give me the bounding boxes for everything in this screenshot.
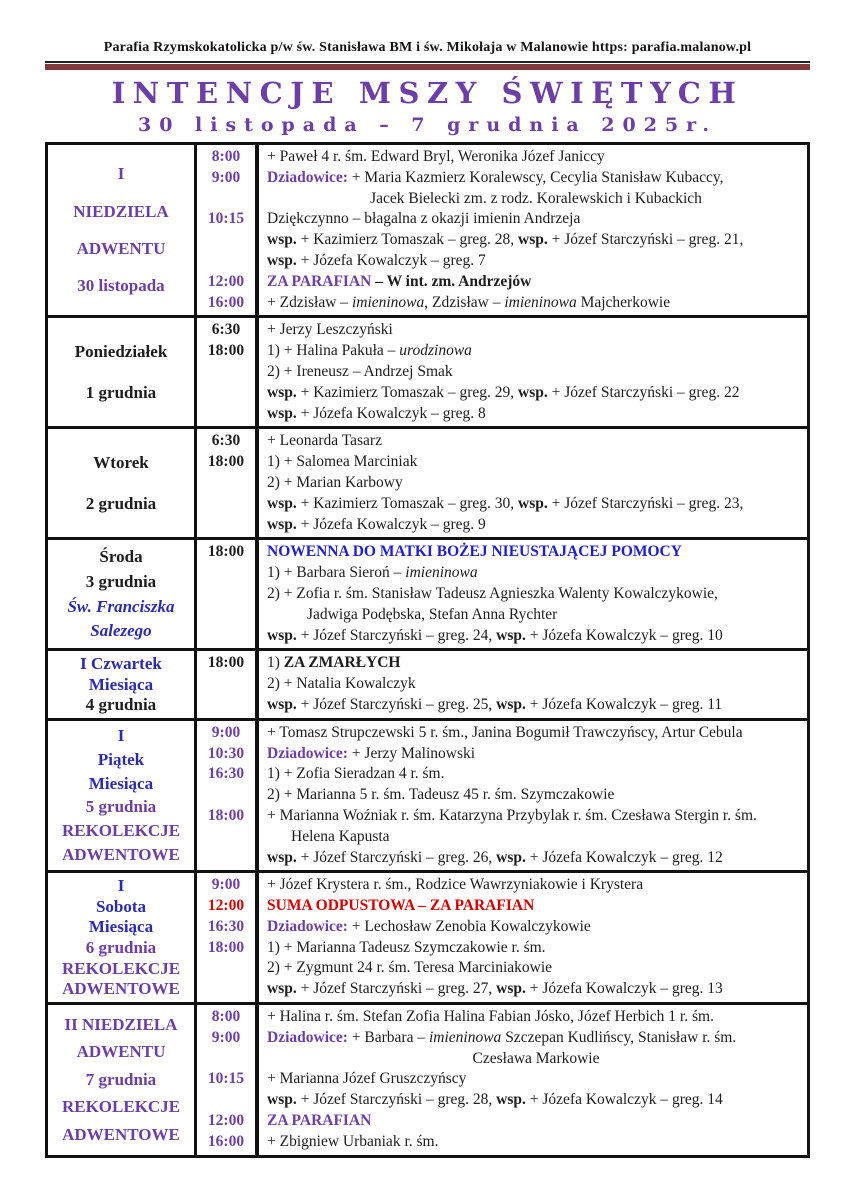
day-label-line: ADWENTOWE [62,979,180,999]
day-label-line: Miesiąca [88,773,154,793]
text-segment: + Józefa Kowalczyk – greg. 11 [525,695,723,713]
schedule-row [48,426,807,537]
intention-line [267,875,805,896]
text-segment: + Zdzisław – [267,293,352,311]
day-label-line: Św. Franciszka [67,596,175,616]
text-segment: + Józef Starczyński – greg. 27, [296,980,497,998]
text-segment: urodzinowa [399,342,472,360]
time-label: 16:30 [207,765,245,783]
text-segment: Majcherkowie [576,293,671,311]
text-segment: + Halina r. śm. Stefan Zofia Halina Fabian Jósko, Józef Herbich 1 r. śm. [267,1008,714,1026]
text-segment: 2) + Natalia Kowalczyk [267,675,416,693]
text-segment: + Barbara – [351,1028,429,1046]
day-label-line: II NIEDZIELA [64,1014,178,1034]
time-cell [197,145,259,315]
day-label-line: Miesiąca [88,674,154,694]
intention-line [267,764,805,785]
intention-line [267,431,805,452]
time-label: 10:30 [207,744,245,762]
text-segment: + Marianna Woźniak r. śm. Katarzyna Przybylak r. śm. Czesława Stergin r. śm. [267,806,757,824]
intention-line [267,272,805,293]
text-segment: 1) + Halina Pakuła – [267,342,400,360]
text-segment: wsp. [267,251,297,269]
date-range: 30 listopada – 7 grudnia 2025r. [138,114,717,136]
time-spacer [197,189,255,210]
day-label-line: Salezego [90,621,152,641]
intention-line [267,1132,805,1153]
text-segment: Dziadowice: [267,917,352,935]
text-segment: + Józef Starczyński – greg. 26, [296,848,497,866]
intention-line [267,1007,805,1028]
text-segment: 1) + Salomea Marciniak [267,453,418,471]
text-segment: wsp. [496,626,526,644]
text-segment: + Józefa Kowalczyk – greg. 9 [296,515,486,533]
time-label: 10:15 [207,1070,245,1088]
text-segment: + Lechosław Zenobia Kowalczykowie [351,917,591,935]
day-label-line: I [117,164,125,184]
day-label-line: ADWENTOWE [62,844,180,864]
intention-line [267,584,805,605]
time-spacer [197,1090,255,1111]
day-label-line: 4 grudnia [85,695,157,715]
intention-line [267,695,805,716]
text-segment: wsp. [267,695,297,713]
day-label-line: 1 grudnia [85,383,157,403]
day-cell [48,1005,197,1155]
text-segment: + Józef Starczyński – greg. 24, [296,626,497,644]
text-segment: + Józef Starczyński – greg. 25, [296,695,497,713]
time-spacer [197,494,255,515]
day-label-line: REKOLEKCJE [61,820,181,840]
time-spacer [197,785,255,806]
intention-line [267,341,805,362]
time-cell [197,540,259,648]
intentions-cell [259,873,807,1002]
text-segment: wsp. [267,515,297,533]
time-label: 10:15 [207,210,245,228]
intention-line [267,452,805,473]
text-segment: 2) + Zygmunt 24 r. śm. Teresa Marciniakowie [267,959,553,977]
text-segment: + Jerzy Leszczyński [267,321,393,339]
text-segment: wsp. [518,383,548,401]
time-spacer [197,473,255,494]
text-segment: + Józefa Kowalczyk – greg. 10 [525,626,723,644]
text-segment: wsp. [267,494,297,512]
schedule-row [48,870,807,1002]
day-cell [48,540,197,648]
text-segment: + Józef Starczyński – greg. 28, [296,1091,497,1109]
intention-line [267,542,805,563]
text-segment: imieninowa [405,564,478,582]
text-segment: wsp. [267,848,297,866]
day-label-line: Środa [99,547,143,567]
text-segment: + Józef Krystera r. śm., Rodzice Wawrzyniakowie i Krystera [267,876,644,894]
day-label-line: 3 grudnia [85,571,157,591]
text-segment: + Józefa Kowalczyk – greg. 13 [525,980,723,998]
mass-schedule-table [45,142,810,1158]
time-label: 9:00 [211,168,241,186]
intention-line [267,723,805,744]
time-spacer [197,674,255,695]
intention-line [267,674,805,695]
text-segment: 1) [267,654,284,672]
day-cell [48,651,197,717]
time-label: 16:00 [207,1132,245,1150]
intention-line [267,362,805,383]
intention-line [267,320,805,341]
text-segment: + Marianna Józef Gruszczyńscy [267,1070,467,1088]
text-segment: + Tomasz Strupczewski 5 r. śm., Janina Bogumił Trawczyńscy, Artur Cebula [267,723,743,741]
intention-line [267,230,805,251]
text-segment: ZA ZMARŁYCH [283,654,401,672]
intention-line [267,785,805,806]
time-spacer [197,362,255,383]
intention-line [267,189,805,210]
time-label: 12:00 [207,1112,245,1130]
time-spacer [197,827,255,848]
day-label-line: REKOLEKCJE [61,958,181,978]
time-label: 16:30 [207,917,245,935]
intention-line [267,917,805,938]
day-cell [48,318,197,426]
text-segment: Dziadowice: [267,168,352,186]
day-label-line: 6 grudnia [85,938,157,957]
day-label-line: Poniedziałek [74,341,168,361]
intention-line [267,827,805,848]
time-spacer [197,958,255,979]
time-spacer [197,626,255,647]
intention-line [267,653,805,674]
intention-line [267,1028,805,1049]
intention-line [267,147,805,168]
intention-line [267,404,805,425]
time-label: 6:30 [211,432,241,450]
intention-line [267,1069,805,1090]
intention-line [267,251,805,272]
time-label: 8:00 [211,148,241,165]
text-segment: Czesława Markowie [472,1049,600,1067]
day-label-line: Sobota [95,896,147,916]
intentions-cell [259,318,807,426]
text-segment: + Józef Starczyński – greg. 23, [547,494,744,512]
text-segment: wsp. [496,1091,526,1109]
time-label: 18:00 [207,453,245,471]
time-label: 12:00 [207,272,245,290]
time-spacer [197,383,255,404]
time-spacer [197,979,255,1000]
text-segment: – W int. zm. Andrzejów [371,272,532,290]
intention-line [267,806,805,827]
time-spacer [197,515,255,536]
intention-line [267,168,805,189]
parish-name-header: Parafia Rzymskokatolicka p/w św. Stanisława BM i św. Mikołaja w Malanowie https: parafia.malanow.pl [103,40,752,55]
time-spacer [197,563,255,584]
schedule-row [48,537,807,648]
text-segment: + Kazimierz Tomaszak – greg. 28, [296,231,519,249]
text-segment: + Józefa Kowalczyk – greg. 7 [296,251,486,269]
text-segment: imieninowa [504,293,577,311]
divider-maroon-band [45,64,810,70]
text-segment: Jacek Bielecki zm. z rodz. Koralewskich i Kubackich [370,189,702,207]
text-segment: NOWENNA DO MATKI BOŻEJ NIEUSTAJĄCEJ POMOCY [267,543,682,561]
intention-line [267,494,805,515]
time-cell [197,1005,259,1155]
text-segment: SUMA ODPUSTOWA – ZA PARAFIAN [267,897,535,915]
text-segment: + Leonarda Tasarz [267,432,382,450]
day-label-line: NIEDZIELA [73,201,169,221]
day-cell [48,721,197,871]
text-segment: Dziadowice: [267,744,352,762]
time-label: 9:00 [211,1028,241,1046]
page-title: INTENCJE MSZY ŚWIĘTYCH [111,76,744,110]
time-spacer [197,1049,255,1070]
schedule-row [48,315,807,426]
text-segment: + Józefa Kowalczyk – greg. 12 [525,848,723,866]
divider-thin-line [45,61,810,63]
intention-line [267,896,805,917]
day-cell [48,145,197,315]
text-segment: + Kazimierz Tomaszak – greg. 30, [296,494,519,512]
day-label-line: Piątek [97,749,145,769]
intention-line [267,848,805,869]
text-segment: + Józefa Kowalczyk – greg. 14 [525,1091,723,1109]
intention-line [267,473,805,494]
intentions-cell [259,721,807,871]
time-cell [197,721,259,871]
text-segment: + Maria Kazmierz Koralewscy, Cecylia Stanisław Kubaccy, [351,168,724,186]
schedule-row [48,145,807,315]
text-segment: Dziadowice: [267,1028,352,1046]
time-cell [197,873,259,1002]
time-label: 18:00 [207,543,245,561]
text-segment: Dziękczynno – błagalna z okazji imienin Andrzeja [267,210,581,228]
text-segment: + Józef Starczyński – greg. 22 [547,383,740,401]
text-segment: wsp. [267,383,297,401]
intention-line [267,1090,805,1111]
time-spacer [197,404,255,425]
time-spacer [197,848,255,869]
text-segment: + Józefa Kowalczyk – greg. 8 [296,404,486,422]
text-segment: wsp. [267,980,297,998]
time-cell [197,429,259,537]
text-segment: 2) + Zofia r. śm. Stanisław Tadeusz Agnieszka Walenty Kowalczykowie, [267,584,718,602]
text-segment: Helena Kapusta [291,827,390,845]
time-label: 18:00 [207,342,245,360]
intention-line [267,209,805,230]
day-label-line: I [117,726,125,746]
text-segment: 2) + Marian Karbowy [267,473,403,491]
day-label-line: 7 grudnia [85,1069,157,1089]
header-divider [45,61,810,70]
day-label-line: ADWENTOWE [62,1125,180,1144]
day-label-line: ADWENTU [76,1042,166,1062]
intention-line [267,605,805,626]
intentions-cell [259,145,807,315]
intention-line [267,626,805,647]
time-cell [197,651,259,717]
schedule-row [48,718,807,871]
text-segment: wsp. [267,1091,297,1109]
text-segment: + Jerzy Malinowski [351,744,476,762]
time-spacer [197,695,255,716]
intentions-cell [259,651,807,717]
text-segment: + Zbigniew Urbaniak r. śm. [267,1132,439,1150]
intention-line [267,1111,805,1132]
intention-line [267,958,805,979]
time-label: 6:30 [211,321,241,339]
time-label: 18:00 [207,654,245,672]
time-label: 8:00 [211,1008,241,1026]
text-segment: imieninowa [428,1028,502,1046]
text-segment: wsp. [496,848,526,866]
intention-line [267,383,805,404]
day-label-line: 30 listopada [77,276,165,296]
text-segment: wsp. [518,494,548,512]
day-label-line: Miesiąca [88,917,154,937]
day-cell [48,873,197,1002]
intention-line [267,979,805,1000]
time-label: 9:00 [211,723,241,741]
time-spacer [197,251,255,272]
intention-line [267,744,805,765]
time-spacer [197,230,255,251]
day-cell [48,429,197,537]
intentions-cell [259,540,807,648]
time-label: 18:00 [207,806,245,824]
schedule-row [48,648,807,717]
text-segment: Szczepan Kudlińscy, Stanisław r. śm. [501,1028,737,1046]
time-spacer [197,584,255,605]
time-spacer [197,605,255,626]
day-label-line: Wtorek [93,452,149,472]
text-segment: wsp. [267,626,297,644]
text-segment: wsp. [267,404,297,422]
time-label: 16:00 [207,293,245,311]
intention-line [267,1049,805,1070]
intention-line [267,515,805,536]
text-segment: 1) + Marianna Tadeusz Szymczakowie r. śm. [267,938,546,956]
text-segment: 1) + Barbara Sieroń – [267,564,406,582]
text-segment: 2) + Ireneusz – Andrzej Smak [267,362,453,380]
intentions-cell [259,1005,807,1155]
text-segment: + Kazimierz Tomaszak – greg. 29, [296,383,519,401]
text-segment: ZA PARAFIAN [267,1112,372,1130]
time-label: 12:00 [207,897,245,915]
text-segment: wsp. [496,695,526,713]
day-label-line: 5 grudnia [85,797,157,817]
text-segment: + Józef Starczyński – greg. 21, [547,231,744,249]
day-label-line: REKOLEKCJE [61,1097,181,1117]
text-segment: wsp. [267,231,297,249]
time-label: 9:00 [211,876,241,894]
time-label: 18:00 [207,938,245,956]
day-label-line: I Czwartek [80,653,162,673]
text-segment: ZA PARAFIAN [267,272,372,290]
schedule-row [48,1002,807,1155]
intention-line [267,293,805,314]
text-segment: imieninowa [351,293,425,311]
text-segment: wsp. [496,980,526,998]
day-label-line: I [117,875,125,895]
intentions-cell [259,429,807,537]
day-label-line: 2 grudnia [85,494,157,513]
text-segment: , Zdzisław – [424,293,505,311]
time-cell [197,318,259,426]
intention-line [267,563,805,584]
text-segment: wsp. [518,231,548,249]
text-segment: 1) + Zofia Sieradzan 4 r. śm. [267,765,445,783]
day-label-line: ADWENTU [76,238,166,258]
text-segment: Jadwiga Podębska, Stefan Anna Rychter [307,605,558,623]
text-segment: + Paweł 4 r. śm. Edward Bryl, Weronika Józef Janiccy [267,148,605,165]
text-segment: 2) + Marianna 5 r. śm. Tadeusz 45 r. śm. Szymczakowie [267,786,615,804]
intention-line [267,938,805,959]
